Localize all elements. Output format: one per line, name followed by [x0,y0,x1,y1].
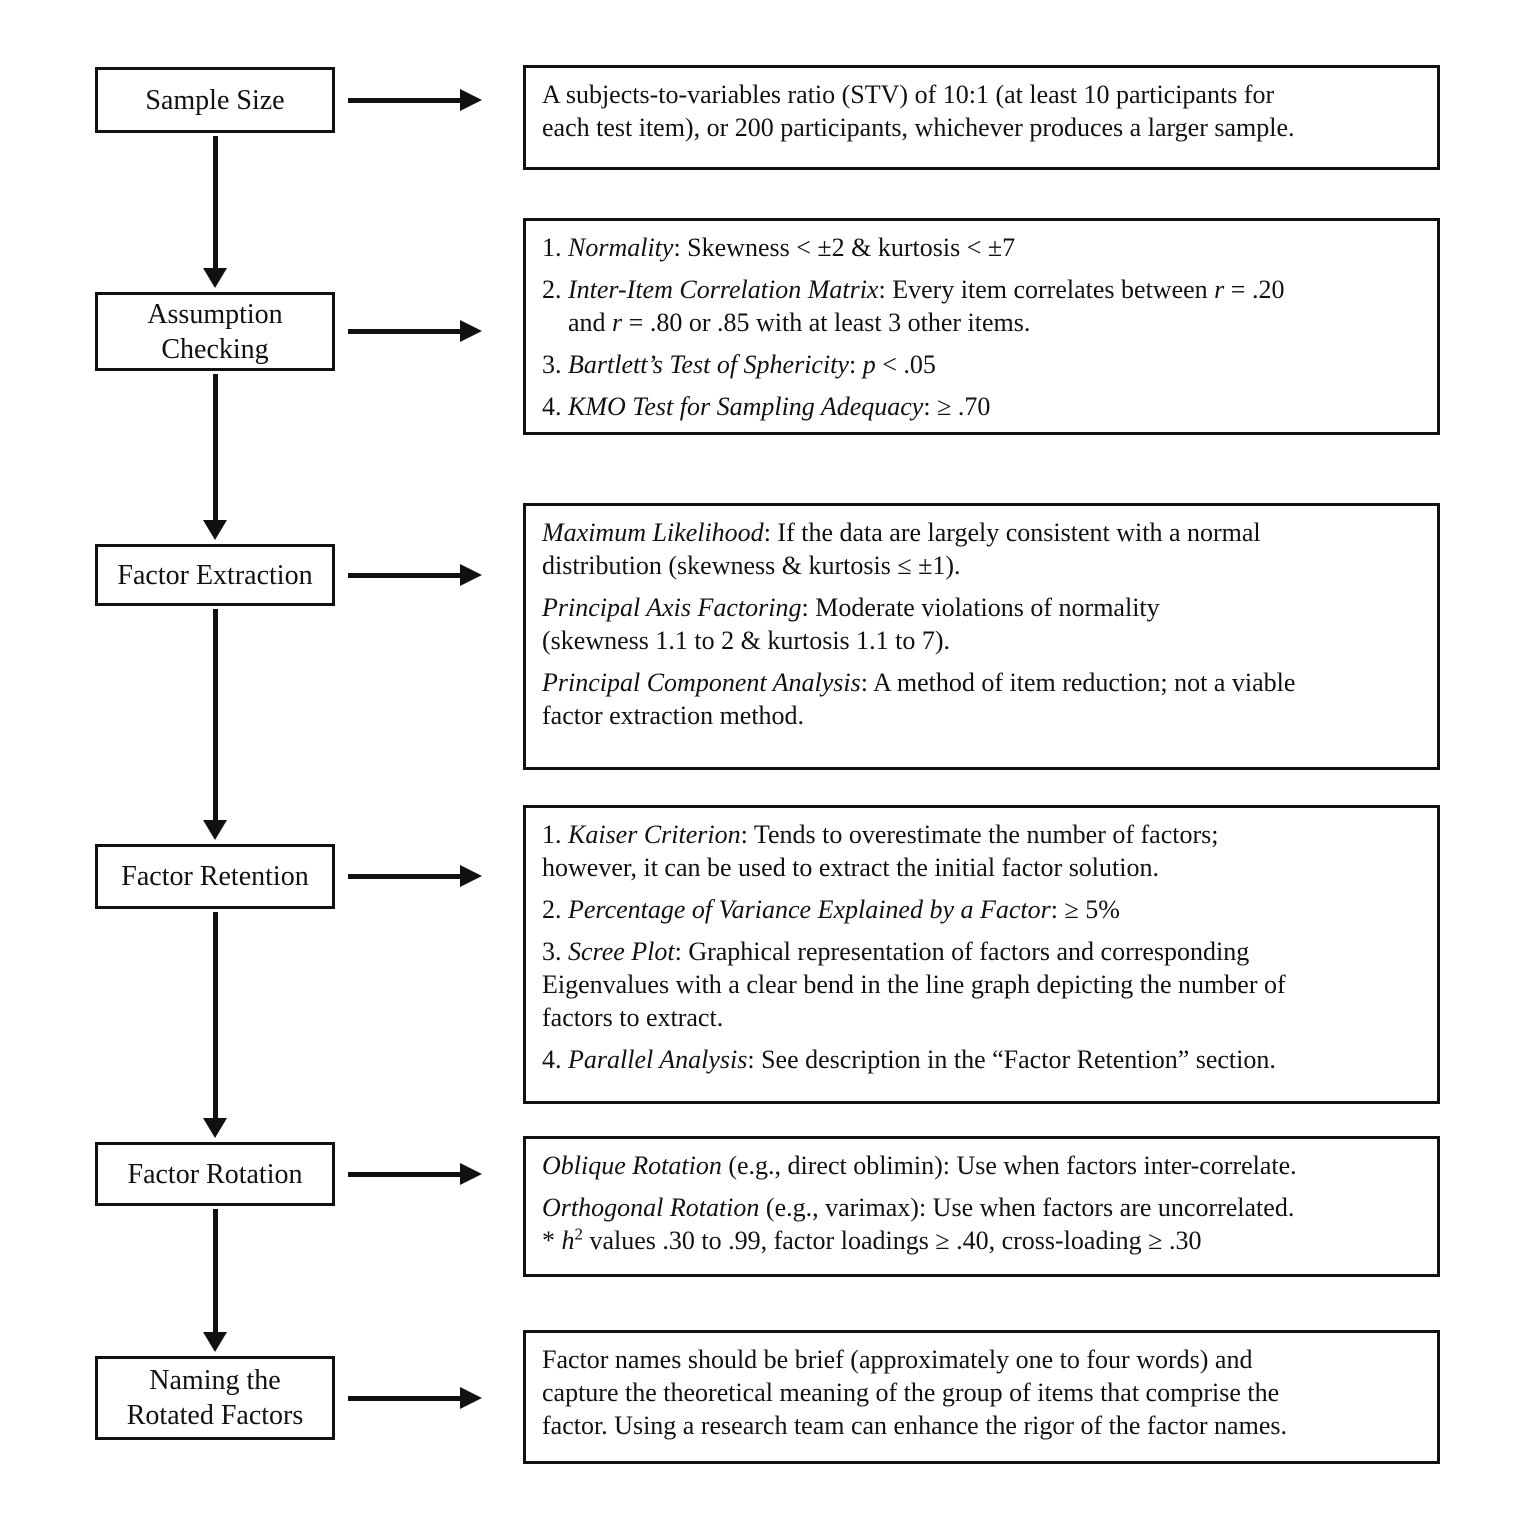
arrow-right-icon [348,1387,482,1409]
arrow-right-icon [348,564,482,586]
step-box-factor-extraction [95,544,335,606]
description-box-factor-extraction: Maximum Likelihood: If the data are largely consistent with a normal distribution (skewness & kurtosis ≤ ±1). Principal Axis Factoring: Moderate violations of normality (skewness 1.1 to 2 & kurtosis 1.1 to 7). Principal Component Analysis: A method of item reduction; not a viable factor extraction method. [523,503,1440,770]
description-box-assumption-checking: 1. Normality: Skewness < ±2 & kurtosis < ±7 2. Inter-Item Correlation Matrix: Every item correlates between r = .20 and r = .80 or .85 with at least 3 other items. 3. Bartlett’s Test of Sphericity: p < .05 4. KMO Test for Sampling Adequacy: ≥ .70 [523,218,1440,435]
step-label: Factor Extraction [117,559,313,591]
step-box-assumption-checking [95,292,335,371]
arrow-right-icon [348,1163,482,1185]
description-box-factor-rotation: Oblique Rotation (e.g., direct oblimin): Use when factors inter-correlate. Orthogonal Rotation (e.g., varimax): Use when factors are uncorrelated. * $h^2$ values .30 to .99, factor loadings ≥ .40, cross-loading ≥ .30 [523,1136,1440,1277]
arrow-down-icon [202,609,228,840]
arrow-down-icon [202,1209,228,1352]
arrow-head [460,1163,482,1185]
arrow-down-icon [202,374,228,540]
arrow-shaft [213,912,218,1118]
arrow-shaft [348,329,460,334]
arrow-shaft [348,98,460,103]
arrow-shaft [213,609,218,820]
step-label: Assumption Checking [147,298,283,365]
arrow-right-icon [348,89,482,111]
step-label: Sample Size [145,84,285,116]
arrow-shaft [348,573,460,578]
arrow-head [203,1332,227,1352]
step-label: Naming the Rotated Factors [126,1365,304,1431]
arrow-shaft [213,1209,218,1332]
description-box-sample-size: A subjects-to-variables ratio (STV) of 10:1 (at least 10 participants for each test item), or 200 participants, whichever produces a larger sample. [523,65,1440,170]
arrow-down-icon [202,912,228,1138]
arrow-shaft [348,874,460,879]
step-box-factor-retention [95,844,335,909]
description-box-naming-rotated-factors: Factor names should be brief (approximately one to four words) and capture the theoretical meaning of the group of items that comprise the factor. Using a research team can enhance the rigor of the factor names. [523,1330,1440,1464]
step-label: Factor Retention [121,861,309,892]
step-label: Factor Rotation [127,1158,303,1190]
arrow-shaft [213,374,218,520]
arrow-right-icon [348,320,482,342]
arrow-head [460,320,482,342]
arrow-head [460,89,482,111]
step-box-naming-rotated-factors [95,1356,335,1440]
arrow-head [460,865,482,887]
arrow-head [203,1118,227,1138]
step-box-factor-rotation [95,1142,335,1206]
arrow-head [460,1387,482,1409]
arrow-head [203,820,227,840]
arrow-shaft [213,136,218,268]
description-box-factor-retention: 1. Kaiser Criterion: Tends to overestimate the number of factors; however, it can be used to extract the initial factor solution. 2. Percentage of Variance Explained by a Factor: ≥ 5% 3. Scree Plot: Graphical representation of factors and corresponding Eigenvalues with a clear bend in the line graph depicting the number of factors to extract. 4. Parallel Analysis: See description in the “Factor Retention” section. [523,805,1440,1104]
arrow-shaft [348,1396,460,1401]
step-box-sample-size [95,67,335,133]
arrow-head [203,520,227,540]
arrow-head [203,268,227,288]
arrow-head [460,564,482,586]
arrow-right-icon [348,865,482,887]
arrow-down-icon [202,136,228,288]
arrow-shaft [348,1172,460,1177]
